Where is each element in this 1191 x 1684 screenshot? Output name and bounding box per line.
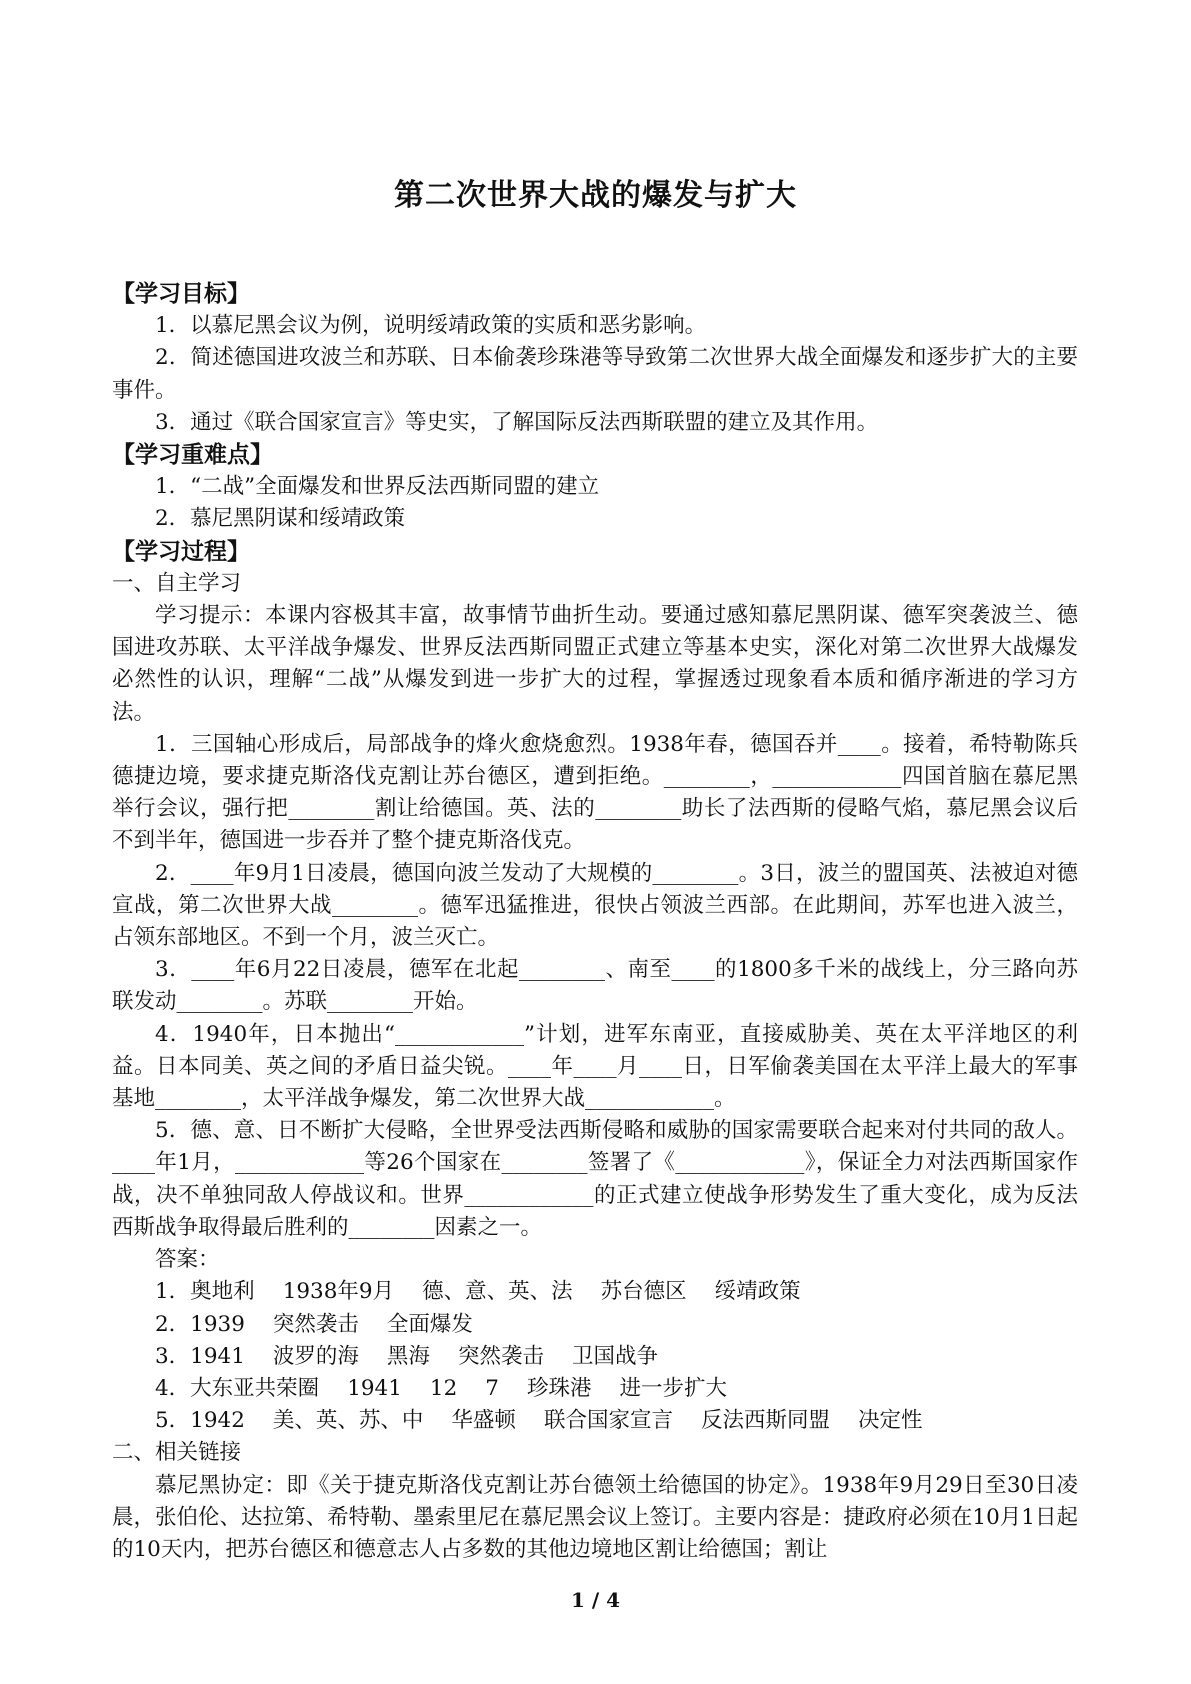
answer-row [112,1309,1078,1341]
answer-row [112,1341,1078,1373]
process-heading: 【学习过程】 [112,538,250,565]
page-number: 1 / 4 [570,1588,621,1612]
answer-cell: 反法西斯同盟 [700,1408,830,1434]
answer-cell: 黑海 [386,1343,430,1369]
answer-cell: 决定性 [857,1408,923,1434]
question-item: 3．____年6月22日凌晨，德军在北起________、南至____的1800多千米的战线上，分三路向苏联发动________。苏联________开始。 [112,957,1078,1015]
key-points-heading: 【学习重难点】 [112,442,273,469]
answer-cell: 突然袭击 [272,1311,359,1337]
answer-cell: 联合国家宣言 [543,1408,673,1434]
answer-cell: 3．1941 [155,1343,245,1369]
objective-item: 1．以慕尼黑会议为例，说明绥靖政策的实质和恶劣影响。 [155,313,707,339]
answer-cell: 5．1942 [155,1408,245,1434]
answer-cell: 4．大东亚共荣圈 [155,1375,320,1401]
answer-cell: 突然袭击 [457,1343,544,1369]
answer-cell: 美、英、苏、中 [272,1408,424,1434]
related-link-text: 慕尼黑协定：即《关于捷克斯洛伐克割让苏台德领土给德国的协定》。1938年9月29日至30日凌晨，张伯伦、达拉第、希特勒、墨索里尼在慕尼黑会议上签订。主要内容是：捷政府必须在10月1日起的10天内，把苏台德区和德意志人占多数的其他边境地区割让给德国；割让 [112,1472,1078,1562]
answer-cell: 珍珠港 [526,1375,592,1401]
answer-row [112,1276,1078,1308]
answer-label: 答案： [155,1247,220,1273]
objective-item: 2．简述德国进攻波兰和苏联、日本偷袭珍珠港等导致第二次世界大战全面爆发和逐步扩大的主要事件。 [112,345,1078,403]
question-item: 4．1940年，日本抛出“____________”计划，进军东南亚，直接威胁美、英在太平洋地区的利益。日本同美、英之间的矛盾日益尖锐。____年____月____日，日军偷袭美国在太平洋上最大的军事基地________，太平洋战争爆发，第二次世界大战____________。 [112,1021,1078,1112]
answer-cell: 波罗的海 [272,1343,359,1369]
section-title-self-study: 一、自主学习 [112,570,242,596]
page-title: 第二次世界大战的爆发与扩大 [394,178,797,213]
answer-cell: 绥靖政策 [714,1279,801,1305]
question-item: 5．德、意、日不断扩大侵略，全世界受法西斯侵略和威胁的国家需要联合起来对付共同的敌人。____年1月，____________等26个国家在________签署了《____________》，保证全力对法西斯国家作战，决不单独同敌人停战议和。世界____________的正式建立使战争形势发生了重大变化，成为反法西斯战争取得最后胜利的________因素之一。 [112,1118,1078,1240]
key-point-item: 1．“二战”全面爆发和世界反法西斯同盟的建立 [155,474,600,500]
answer-cell: 全面爆发 [386,1311,473,1337]
answer-cell: 卫国战争 [571,1343,658,1369]
answer-cell: 1．奥地利 [155,1279,255,1305]
answer-cell: 1938年9月 [282,1279,395,1305]
answer-cell: 苏台德区 [600,1279,687,1305]
key-point-item: 2．慕尼黑阴谋和绥靖政策 [155,506,406,532]
question-item: 2．____年9月1日凌晨，德国向波兰发动了大规模的________。3日，波兰的盟国英、法被迫对德宣战，第二次世界大战________。德军迅猛推进，很快占领波兰西部。在此期间，苏军也进入波兰，占领东部地区。不到一个月，波兰灭亡。 [112,860,1078,951]
objectives-heading: 【学习目标】 [112,281,250,307]
answer-cell: 华盛顿 [451,1408,516,1434]
answer-cell: 1941 [347,1375,402,1401]
objective-item: 3．通过《联合国家宣言》等史实，了解国际反法西斯联盟的建立及其作用。 [155,409,879,435]
answer-cell: 进一步扩大 [619,1375,727,1401]
study-tip: 学习提示：本课内容极其丰富，故事情节曲折生动。要通过感知慕尼黑阴谋、德军突袭波兰、德国进攻苏联、太平洋战争爆发、世界反法西斯同盟正式建立等基本史实，深化对第二次世界大战爆发必然性的认识，理解“二战”从爆发到进一步扩大的过程，掌握透过现象看本质和循序渐进的学习方法。 [112,603,1078,725]
question-item: 1．三国轴心形成后，局部战争的烽火愈烧愈烈。1938年春，德国吞并____。接着，希特勒陈兵德捷边境，要求捷克斯洛伐克割让苏台德区，遭到拒绝。________，____________四国首脑在慕尼黑举行会议，强行把________割让给德国。英、法的________助长了法西斯的侵略气焰，慕尼黑会议后不到半年，德国进一步吞并了整个捷克斯洛伐克。 [112,731,1078,854]
answer-row [112,1373,1078,1405]
answer-cell: 德、意、英、法 [422,1279,573,1305]
answer-cell: 2．1939 [155,1311,245,1337]
answer-cell: 12 [429,1375,458,1401]
answer-cell: 7 [485,1375,499,1401]
section-title-related-links: 二、相关链接 [112,1440,242,1466]
document-body [112,278,1078,1566]
answer-row [112,1405,1078,1437]
